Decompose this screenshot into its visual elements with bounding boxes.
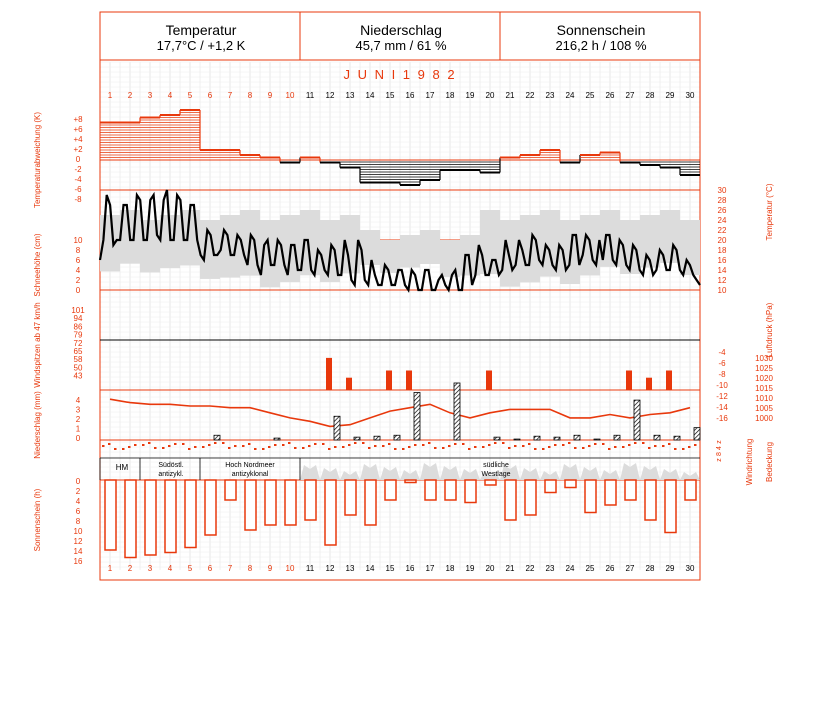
sunshine-bar-day-11 xyxy=(305,480,316,520)
day-label-5: 5 xyxy=(187,91,193,100)
weather-type-4: südliche xyxy=(483,462,509,469)
day-label-22: 22 xyxy=(525,564,535,573)
sunshine-bar-day-29 xyxy=(665,480,676,533)
sunshine-bar-day-18 xyxy=(445,480,456,500)
anomaly-tick: -6 xyxy=(74,185,82,194)
sunshine-tick: 14 xyxy=(73,547,83,556)
precip-bar-day-26 xyxy=(614,435,620,440)
snow-tick: 4 xyxy=(75,266,81,275)
precip-bar-day-23 xyxy=(554,437,560,440)
day-label-26: 26 xyxy=(605,91,615,100)
day-label-21: 21 xyxy=(505,91,515,100)
precip-bar-day-28 xyxy=(654,435,660,440)
wind-gust-bar-day-27 xyxy=(626,371,632,391)
sunshine-bar-day-21 xyxy=(505,480,516,520)
day-label-8: 8 xyxy=(247,91,253,100)
pressure-offset-tick: -8 xyxy=(718,370,726,379)
day-label-13: 13 xyxy=(345,564,355,573)
sunshine-tick: 2 xyxy=(75,487,81,496)
day-label-11: 11 xyxy=(305,91,315,100)
weather-type-3: Hoch Nordmeer xyxy=(225,462,275,469)
sunshine-tick: 12 xyxy=(73,537,83,546)
wind-direction-dots xyxy=(102,442,697,450)
sunshine-bar-day-10 xyxy=(285,480,296,525)
temperature-tick: 26 xyxy=(717,206,727,215)
axis-title-precip: Niederschlag (mm) xyxy=(33,391,42,459)
temperature-tick: 22 xyxy=(717,226,727,235)
pressure-offset-tick: -4 xyxy=(718,348,726,357)
day-label-18: 18 xyxy=(445,564,455,573)
day-label-23: 23 xyxy=(545,564,555,573)
precip-bar-day-21 xyxy=(514,439,520,440)
axis-title-sunshine: Sonnenschein (h) xyxy=(33,488,42,552)
header-precipitation-value: 45,7 mm / 61 % xyxy=(355,38,447,53)
anomaly-tick: 0 xyxy=(75,155,81,164)
precip-bar-day-18 xyxy=(454,383,460,440)
cloud-tick: z xyxy=(716,440,723,444)
precip-bar-day-6 xyxy=(214,435,220,440)
sunshine-bar-day-9 xyxy=(265,480,276,525)
day-label-29: 29 xyxy=(665,564,675,573)
day-label-14: 14 xyxy=(365,91,375,100)
header-sunshine-value: 216,2 h / 108 % xyxy=(555,38,647,53)
sunshine-bar-day-5 xyxy=(185,480,196,548)
anomaly-tick: -4 xyxy=(74,175,82,184)
day-label-29: 29 xyxy=(665,91,675,100)
day-label-16: 16 xyxy=(405,91,415,100)
precip-bar-day-9 xyxy=(274,438,280,440)
header-temperature-label: Temperatur xyxy=(165,22,237,38)
sunshine-bar-day-8 xyxy=(245,480,256,530)
day-label-9: 9 xyxy=(267,91,273,100)
sunshine-bar-day-19 xyxy=(465,480,476,503)
precip-bar-day-25 xyxy=(594,439,600,440)
pressure-offset-tick: -6 xyxy=(718,359,726,368)
wind-tick: 79 xyxy=(73,330,83,340)
day-label-19: 19 xyxy=(465,564,475,573)
sunshine-bar-day-13 xyxy=(345,480,356,515)
day-label-16: 16 xyxy=(405,564,415,573)
sunshine-bar-day-20 xyxy=(485,480,496,485)
wind-gust-bar-day-20 xyxy=(486,371,492,391)
pressure-offset-tick: -14 xyxy=(716,403,728,412)
axis-title-snow: Schneehöhe (cm) xyxy=(33,233,42,297)
day-label-20: 20 xyxy=(485,564,495,573)
anomaly-tick: +8 xyxy=(73,115,83,124)
snow-tick: 8 xyxy=(75,246,81,255)
temperature-tick: 28 xyxy=(717,196,727,205)
anomaly-tick: -8 xyxy=(74,195,82,204)
day-label-28: 28 xyxy=(645,564,655,573)
day-label-17: 17 xyxy=(425,564,435,573)
precip-bar-day-15 xyxy=(394,435,400,440)
sunshine-bar-day-22 xyxy=(525,480,536,515)
sunshine-bar-day-6 xyxy=(205,480,216,535)
day-label-28: 28 xyxy=(645,91,655,100)
sunshine-bar-day-15 xyxy=(385,480,396,500)
cloud-tick: 8 xyxy=(716,452,723,456)
sunshine-bar-day-14 xyxy=(365,480,376,525)
day-label-6: 6 xyxy=(207,91,213,100)
precip-bar-day-30 xyxy=(694,428,700,440)
weather-type-1: HM xyxy=(115,463,129,472)
sunshine-bar-day-1 xyxy=(105,480,116,550)
sunshine-bar-day-2 xyxy=(125,480,136,558)
day-label-27: 27 xyxy=(625,91,635,100)
wind-gust-bar-day-16 xyxy=(406,371,412,391)
day-label-3: 3 xyxy=(147,91,153,100)
weather-type-2: Südöstl. xyxy=(158,462,184,469)
day-label-1: 1 xyxy=(107,564,113,573)
sunshine-bar-day-12 xyxy=(325,480,336,545)
day-label-1: 1 xyxy=(107,91,113,100)
day-label-11: 11 xyxy=(305,564,315,573)
precip-bar-day-29 xyxy=(674,436,680,440)
precip-bar-day-24 xyxy=(574,435,580,440)
sunshine-bar-day-3 xyxy=(145,480,156,555)
day-label-15: 15 xyxy=(385,91,395,100)
day-label-26: 26 xyxy=(605,564,615,573)
header-temperature-value: 17,7°C / +1,2 K xyxy=(156,38,246,53)
wind-gust-bar-day-29 xyxy=(666,371,672,391)
pressure-tick: 1020 xyxy=(755,374,773,383)
day-label-4: 4 xyxy=(167,91,173,100)
axis-title-wind: Windspitzen ab 47 km/h xyxy=(33,302,42,388)
temperature-tick: 24 xyxy=(717,216,727,225)
sunshine-bar-day-4 xyxy=(165,480,176,553)
day-label-25: 25 xyxy=(585,91,595,100)
cloud-tick: 4 xyxy=(716,446,723,450)
sunshine-bar-day-28 xyxy=(645,480,656,520)
anomaly-tick: +4 xyxy=(73,135,83,144)
sunshine-tick: 10 xyxy=(73,527,83,536)
anomaly-tick: -2 xyxy=(74,165,82,174)
pressure-tick: 1005 xyxy=(755,404,773,413)
day-label-21: 21 xyxy=(505,564,515,573)
sunshine-tick: 8 xyxy=(75,517,81,526)
wind-tick: 94 xyxy=(73,314,83,324)
day-label-10: 10 xyxy=(285,564,295,573)
pressure-offset-tick: -12 xyxy=(716,392,728,401)
sunshine-tick: 16 xyxy=(73,557,83,566)
header-precipitation-label: Niederschlag xyxy=(360,22,442,38)
pressure-offset-tick: -10 xyxy=(716,381,728,390)
temperature-tick: 18 xyxy=(717,246,727,255)
precip-bar-day-14 xyxy=(374,436,380,440)
temperature-tick: 20 xyxy=(717,236,727,245)
pressure-tick: 1010 xyxy=(755,394,773,403)
wind-tick: 58 xyxy=(73,355,83,365)
day-label-18: 18 xyxy=(445,91,455,100)
day-label-19: 19 xyxy=(465,91,475,100)
day-label-25: 25 xyxy=(585,564,595,573)
precip-tick: 1 xyxy=(75,424,81,434)
pressure-tick: 1030 xyxy=(755,354,773,363)
pressure-tick: 1015 xyxy=(755,384,773,393)
axis-title-cloud: Bedeckung xyxy=(765,441,774,483)
day-label-5: 5 xyxy=(187,564,193,573)
wind-tick: 50 xyxy=(73,363,83,373)
wind-tick: 43 xyxy=(73,371,83,381)
day-label-7: 7 xyxy=(227,564,233,573)
anomaly-tick: +6 xyxy=(73,125,83,134)
day-label-4: 4 xyxy=(167,564,173,573)
header-sunshine-label: Sonnenschein xyxy=(556,22,646,38)
precip-bar-day-27 xyxy=(634,400,640,440)
day-label-15: 15 xyxy=(385,564,395,573)
month-title: J U N I 1 9 8 2 xyxy=(343,67,457,82)
day-label-10: 10 xyxy=(285,91,295,100)
sunshine-bar-day-24 xyxy=(565,480,576,488)
temperature-tick: 10 xyxy=(717,286,727,295)
day-label-14: 14 xyxy=(365,564,375,573)
sunshine-bar-day-23 xyxy=(545,480,556,493)
wind-tick: 65 xyxy=(73,347,83,356)
precip-tick: 0 xyxy=(75,434,81,443)
precip-tick: 3 xyxy=(75,405,81,415)
sunshine-bar-day-16 xyxy=(405,480,416,483)
pressure-tick: 1000 xyxy=(755,414,773,423)
snow-tick: 10 xyxy=(73,236,83,245)
sunshine-bar-day-27 xyxy=(625,480,636,500)
snow-tick: 2 xyxy=(75,276,81,285)
day-label-22: 22 xyxy=(525,91,535,100)
sunshine-bar-day-25 xyxy=(585,480,596,513)
axis-title-pressure: Luftdruck (hPa) xyxy=(765,302,774,358)
day-label-2: 2 xyxy=(127,91,133,100)
precip-bar-day-20 xyxy=(494,437,500,440)
day-label-8: 8 xyxy=(247,564,253,573)
sunshine-tick: 4 xyxy=(75,497,81,506)
wind-tick: 86 xyxy=(73,322,83,332)
precip-bar-day-16 xyxy=(414,393,420,441)
precip-tick: 4 xyxy=(75,396,81,405)
day-label-17: 17 xyxy=(425,91,435,100)
day-label-7: 7 xyxy=(227,91,233,100)
day-label-6: 6 xyxy=(207,564,213,573)
axis-title-anomaly: Temperaturabweichung (K) xyxy=(33,111,42,209)
precip-tick: 2 xyxy=(75,415,81,424)
day-label-20: 20 xyxy=(485,91,495,100)
day-label-24: 24 xyxy=(565,564,575,573)
day-label-30: 30 xyxy=(685,564,695,573)
day-label-9: 9 xyxy=(267,564,273,573)
sunshine-bar-day-17 xyxy=(425,480,436,500)
day-label-12: 12 xyxy=(325,564,335,573)
temperature-tick: 30 xyxy=(717,186,727,195)
temperature-tick: 14 xyxy=(717,266,727,275)
wind-gust-bar-day-12 xyxy=(326,358,332,390)
day-label-13: 13 xyxy=(345,91,355,100)
sunshine-tick: 0 xyxy=(75,477,81,486)
precip-bar-day-13 xyxy=(354,437,360,440)
snow-tick: 6 xyxy=(75,256,81,265)
wind-tick: 101 xyxy=(71,306,85,315)
wind-tick: 72 xyxy=(73,338,83,348)
axis-title-temperature: Temperatur (°C) xyxy=(765,183,774,241)
precip-bar-day-22 xyxy=(534,436,540,440)
day-label-30: 30 xyxy=(685,91,695,100)
day-label-23: 23 xyxy=(545,91,555,100)
pressure-offset-tick: -16 xyxy=(716,414,728,423)
wind-gust-bar-day-13 xyxy=(346,378,352,390)
wind-gust-bar-day-28 xyxy=(646,378,652,390)
precip-bar-day-12 xyxy=(334,416,340,440)
day-label-3: 3 xyxy=(147,564,153,573)
anomaly-tick: +2 xyxy=(73,145,83,154)
temperature-tick: 12 xyxy=(717,276,727,285)
wind-gust-bar-day-15 xyxy=(386,371,392,391)
axis-title-wind-direction: Windrichtung xyxy=(745,438,754,486)
sunshine-bar-day-7 xyxy=(225,480,236,500)
sunshine-bar-day-26 xyxy=(605,480,616,505)
day-label-27: 27 xyxy=(625,564,635,573)
temperature-tick: 16 xyxy=(717,256,727,265)
day-label-24: 24 xyxy=(565,91,575,100)
sunshine-tick: 6 xyxy=(75,507,81,516)
sunshine-bar-day-30 xyxy=(685,480,696,500)
day-label-12: 12 xyxy=(325,91,335,100)
weather-type-3-b: antizyklonal xyxy=(231,471,269,478)
cloud-tick: z xyxy=(716,458,723,462)
day-label-2: 2 xyxy=(127,564,133,573)
snow-tick: 0 xyxy=(75,286,81,295)
pressure-tick: 1025 xyxy=(755,364,773,373)
weather-type-2-b: antizykl. xyxy=(158,471,184,478)
weather-type-4-b: Westlage xyxy=(481,471,511,478)
